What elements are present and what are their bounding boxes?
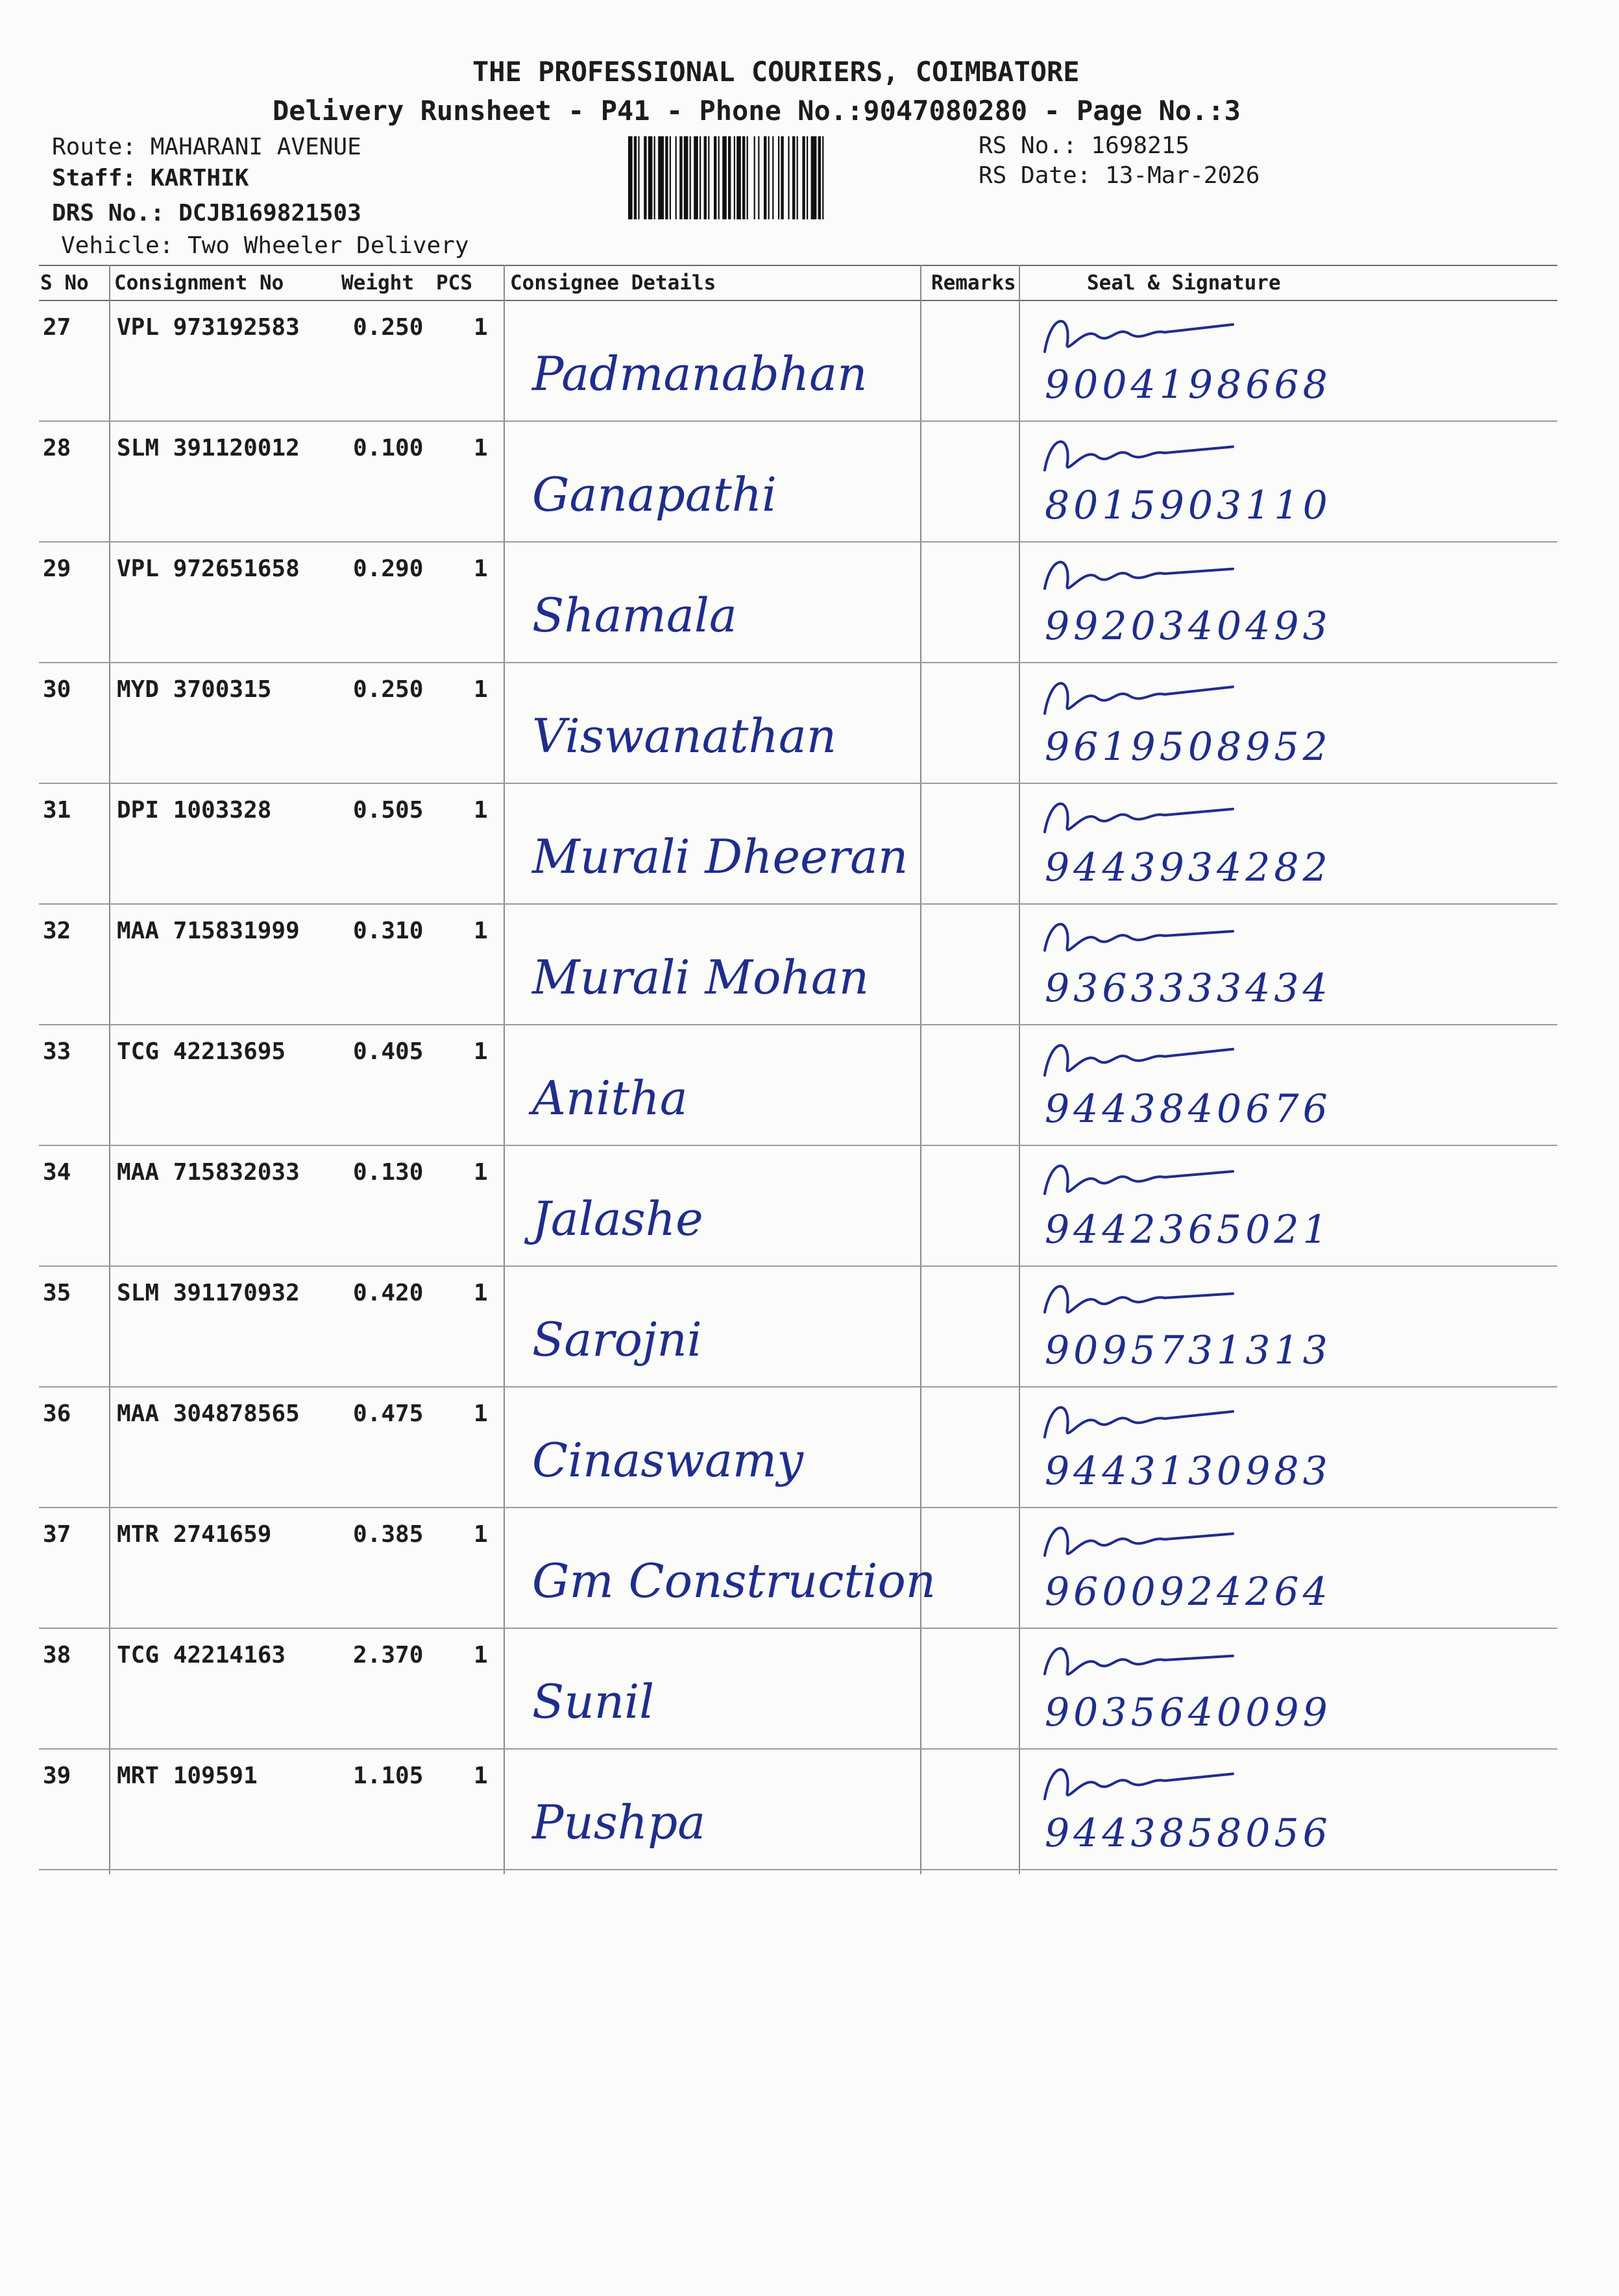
row-weight: 2.370 [353, 1642, 424, 1668]
row-weight: 0.290 [353, 556, 424, 582]
row-divider [39, 662, 1557, 663]
row-pcs: 1 [474, 1038, 488, 1065]
row-pcs: 1 [474, 1642, 488, 1668]
row-consignment-no: MTR 2741659 [117, 1521, 272, 1548]
row-pcs: 1 [474, 314, 488, 341]
row-divider [39, 1628, 1557, 1629]
row-weight: 1.105 [353, 1763, 424, 1789]
row-pcs: 1 [474, 1763, 488, 1789]
row-pcs: 1 [474, 676, 488, 703]
row-consignee-phone: 9443130983 [1045, 1448, 1332, 1494]
drs-number: DRS No.: DCJB169821503 [52, 200, 361, 226]
table-header-line [39, 300, 1557, 301]
row-pcs: 1 [474, 556, 488, 582]
row-sno: 31 [43, 797, 71, 824]
col-seal-signature: Seal & Signature [1087, 271, 1281, 295]
row-consignee-name: Ganapathi [532, 467, 777, 522]
row-consignment-no: VPL 972651658 [117, 556, 300, 582]
row-sno: 36 [43, 1400, 71, 1427]
runsheet-subtitle: Delivery Runsheet - P41 - Phone No.:9047080280 - Page No.:3 [273, 95, 1241, 127]
signature-icon [1038, 1031, 1246, 1089]
row-pcs: 1 [474, 1280, 488, 1306]
row-consignee-name: Anitha [532, 1071, 688, 1125]
row-consignee-phone: 9095731313 [1045, 1328, 1332, 1373]
row-sno: 37 [43, 1521, 71, 1548]
row-consignee-phone: 9035640099 [1045, 1690, 1332, 1735]
signature-icon [1038, 668, 1246, 727]
row-pcs: 1 [474, 1400, 488, 1427]
signature-icon [1038, 1513, 1246, 1572]
row-consignee-phone: 9004198668 [1045, 362, 1332, 408]
row-weight: 0.310 [353, 918, 424, 944]
signature-icon [1038, 427, 1246, 485]
row-weight: 0.250 [353, 314, 424, 341]
row-sno: 29 [43, 556, 71, 582]
row-sno: 30 [43, 676, 71, 703]
row-sno: 32 [43, 918, 71, 944]
row-consignee-name: Murali Dheeran [532, 829, 908, 884]
row-consignee-phone: 9443840676 [1045, 1086, 1332, 1132]
row-sno: 39 [43, 1763, 71, 1789]
row-consignee-name: Padmanabhan [532, 347, 868, 401]
row-divider [39, 1748, 1557, 1750]
row-pcs: 1 [474, 797, 488, 824]
row-divider [39, 421, 1557, 422]
signature-icon [1038, 910, 1246, 968]
row-divider [39, 1024, 1557, 1025]
row-consignment-no: MAA 715831999 [117, 918, 300, 944]
row-sno: 27 [43, 314, 71, 341]
signature-icon [1038, 306, 1246, 365]
col-consignee: Consignee Details [510, 271, 716, 295]
row-consignee-phone: 9600924264 [1045, 1569, 1332, 1615]
row-consignment-no: TCG 42214163 [117, 1642, 286, 1668]
row-consignee-phone: 9443858056 [1045, 1811, 1332, 1856]
row-consignment-no: SLM 391170932 [117, 1280, 300, 1306]
row-consignee-name: Gm Construction [532, 1554, 936, 1608]
col-pcs: PCS [436, 271, 472, 295]
divider-sno [109, 265, 110, 1874]
row-weight: 0.250 [353, 676, 424, 703]
row-weight: 0.505 [353, 797, 424, 824]
row-consignee-name: Pushpa [532, 1795, 706, 1850]
rs-date: RS Date: 13-Mar-2026 [979, 162, 1260, 189]
signature-icon [1038, 1272, 1246, 1330]
vehicle-label: Vehicle: Two Wheeler Delivery [61, 232, 469, 259]
row-consignee-phone: 9920340493 [1045, 604, 1332, 649]
route-label: Route: MAHARANI AVENUE [52, 134, 361, 160]
row-divider [39, 541, 1557, 543]
row-consignment-no: MAA 304878565 [117, 1400, 300, 1427]
row-pcs: 1 [474, 1521, 488, 1548]
row-weight: 0.385 [353, 1521, 424, 1548]
row-consignment-no: MAA 715832033 [117, 1159, 300, 1186]
row-sno: 28 [43, 435, 71, 461]
row-consignee-name: Murali Mohan [532, 950, 870, 1005]
row-weight: 0.130 [353, 1159, 424, 1186]
row-sno: 38 [43, 1642, 71, 1668]
row-consignment-no: DPI 1003328 [117, 797, 272, 824]
staff-label: Staff: KARTHIK [52, 165, 249, 191]
row-divider [39, 1507, 1557, 1508]
row-consignee-phone: 9443934282 [1045, 845, 1332, 890]
row-consignment-no: SLM 391120012 [117, 435, 300, 461]
barcode [628, 136, 975, 219]
row-consignee-name: Cinaswamy [532, 1433, 803, 1487]
row-pcs: 1 [474, 1159, 488, 1186]
row-sno: 35 [43, 1280, 71, 1306]
signature-icon [1038, 1755, 1246, 1813]
row-divider [39, 783, 1557, 784]
rs-number: RS No.: 1698215 [979, 132, 1190, 159]
row-weight: 0.475 [353, 1400, 424, 1427]
row-pcs: 1 [474, 435, 488, 461]
signature-icon [1038, 789, 1246, 848]
row-weight: 0.405 [353, 1038, 424, 1065]
row-sno: 33 [43, 1038, 71, 1065]
row-consignee-phone: 8015903110 [1045, 483, 1332, 528]
row-divider [39, 1145, 1557, 1146]
row-divider [39, 1265, 1557, 1267]
company-title: THE PROFESSIONAL COURIERS, COIMBATORE [472, 56, 1080, 88]
divider-remarks [1019, 265, 1020, 1874]
col-consignment: Consignment No [114, 271, 284, 295]
row-consignee-name: Shamala [532, 588, 737, 642]
row-divider [39, 903, 1557, 905]
row-consignee-phone: 9442365021 [1045, 1207, 1332, 1252]
row-consignee-phone: 9363333434 [1045, 966, 1332, 1011]
row-weight: 0.420 [353, 1280, 424, 1306]
row-consignment-no: VPL 973192583 [117, 314, 300, 341]
signature-icon [1038, 548, 1246, 606]
row-weight: 0.100 [353, 435, 424, 461]
row-consignee-name: Viswanathan [532, 709, 837, 763]
row-pcs: 1 [474, 918, 488, 944]
row-consignment-no: TCG 42213695 [117, 1038, 286, 1065]
table-top-line [39, 265, 1557, 266]
col-weight: Weight [341, 271, 414, 295]
col-sno: S No [40, 271, 89, 295]
row-consignee-name: Sarojni [532, 1312, 702, 1367]
divider-consignee [920, 265, 921, 1874]
signature-icon [1038, 1634, 1246, 1692]
row-consignee-phone: 9619508952 [1045, 724, 1332, 770]
row-sno: 34 [43, 1159, 71, 1186]
row-consignee-name: Jalashe [532, 1191, 703, 1246]
row-divider [39, 1869, 1557, 1870]
divider-pcs [504, 265, 505, 1874]
row-consignment-no: MRT 109591 [117, 1763, 258, 1789]
signature-icon [1038, 1151, 1246, 1210]
row-consignee-name: Sunil [532, 1674, 655, 1729]
signature-icon [1038, 1393, 1246, 1451]
row-consignment-no: MYD 3700315 [117, 676, 272, 703]
col-remarks: Remarks [931, 271, 1016, 295]
row-divider [39, 1386, 1557, 1387]
